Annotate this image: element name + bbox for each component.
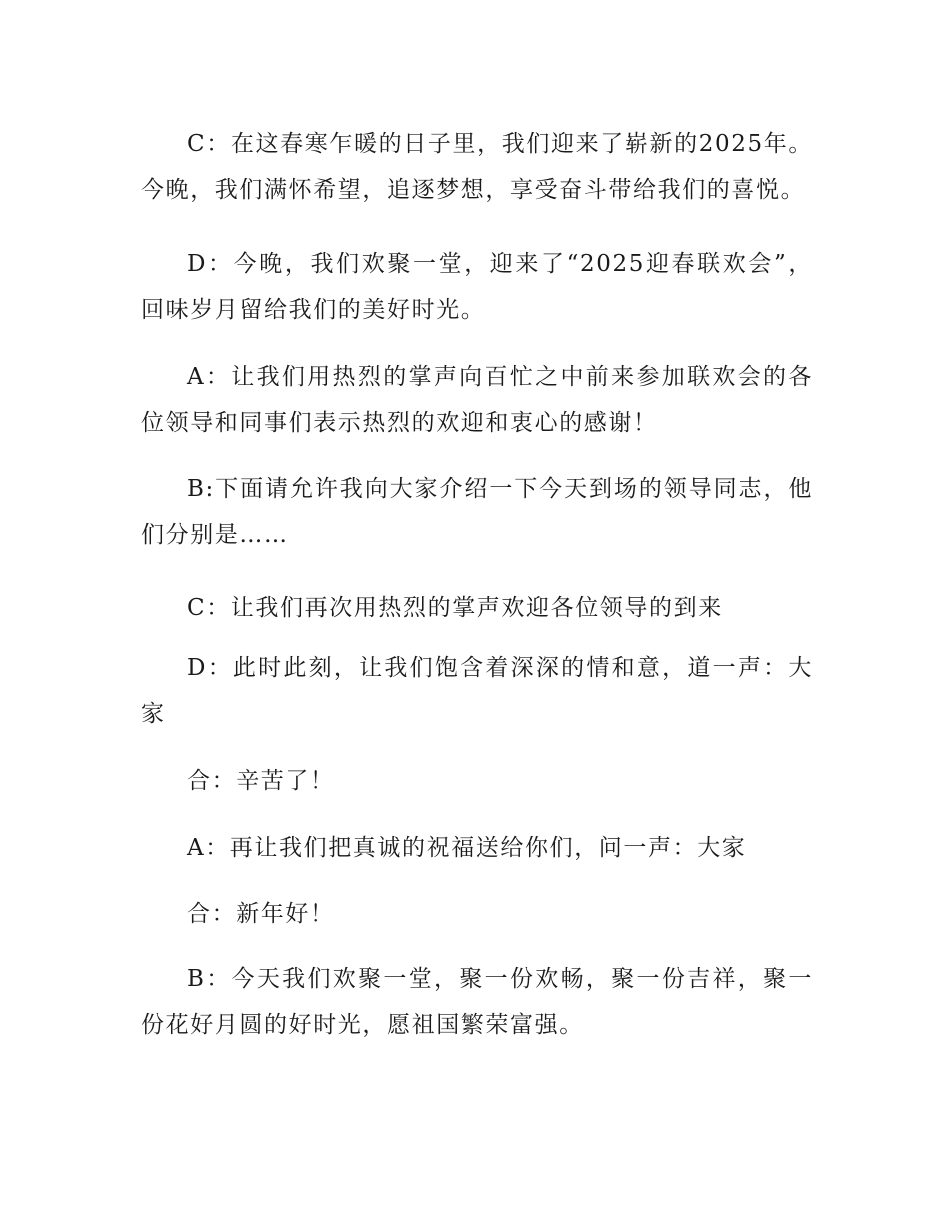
paragraph: 合：辛苦了！ [187,768,335,794]
paragraph: B：今天我们欢聚一堂，聚一份欢畅，聚一份吉祥，聚一份花好月圆的好时光，愿祖国繁荣富强。 [141,966,813,1038]
paragraph: A：让我们用热烈的掌声向百忙之中前来参加联欢会的各位领导和同事们表示热烈的欢迎和衷心的感谢！ [141,364,813,436]
paragraph: D：此时此刻，让我们饱含着深深的情和意，道一声：大家 [141,655,813,727]
paragraph: C：让我们再次用热烈的掌声欢迎各位领导的到来 [187,595,723,621]
paragraph: 合：新年好！ [187,901,335,927]
paragraph: B:下面请允许我向大家介绍一下今天到场的领导同志，他们分别是…… [141,476,813,548]
paragraph: A：再让我们把真诚的祝福送给你们，问一声：大家 [187,835,747,861]
paragraph: D：今晚，我们欢聚一堂，迎来了“2025迎春联欢会”，回味岁月留给我们的美好时光。 [141,251,813,323]
paragraph: C：在这春寒乍暖的日子里，我们迎来了崭新的2025年。今晚，我们满怀希望，追逐梦想，享受奋斗带给我们的喜悦。 [141,131,813,203]
